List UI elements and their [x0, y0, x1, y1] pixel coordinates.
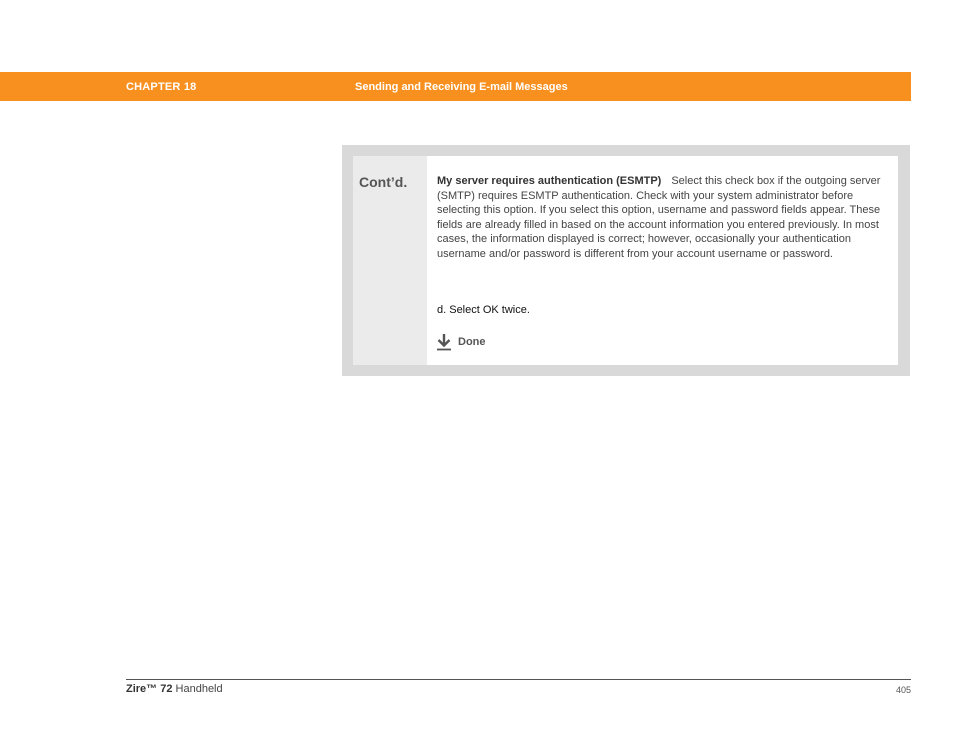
chapter-number: CHAPTER 18	[126, 81, 197, 93]
chapter-title: Sending and Receiving E-mail Messages	[355, 81, 568, 93]
footer-divider	[126, 679, 911, 680]
chapter-header-bar	[0, 72, 911, 101]
step-instruction: d. Select OK twice.	[437, 304, 530, 316]
continued-box	[342, 145, 910, 376]
continued-content	[427, 156, 898, 365]
footer-brand: Zire™ 72	[126, 683, 173, 695]
done-label: Done	[458, 336, 486, 348]
continued-sidebar	[353, 156, 427, 365]
footer-product-suffix: Handheld	[172, 683, 223, 695]
option-description	[437, 174, 885, 261]
page-number: 405	[895, 685, 911, 695]
option-body: Select this check box if the outgoing server (SMTP) requires ESMTP authentication. Check with your system administrator before selecting this option. If you select this option, username and password fields appear. These fields are already filled in based on the account information you entered previously. In most cases, the information displayed is correct; however, occasionally your authentication username and/or password is different from your account username or password.	[437, 175, 881, 260]
down-arrow-icon	[437, 333, 451, 351]
done-marker	[437, 333, 486, 351]
continued-label: Cont’d.	[359, 174, 408, 190]
option-name: My server requires authentication (ESMTP)	[437, 175, 662, 187]
footer-product-name	[126, 683, 223, 695]
